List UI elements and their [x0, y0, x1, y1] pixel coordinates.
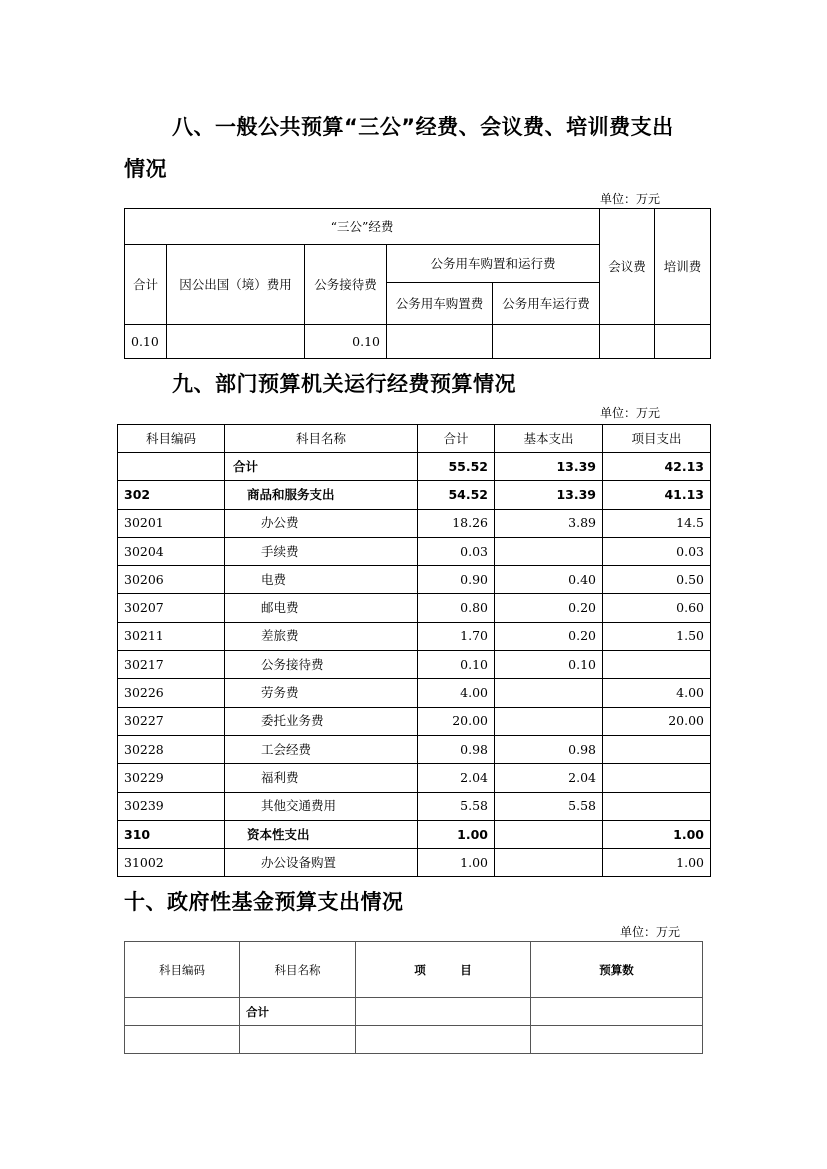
header-name: 科目名称	[225, 425, 418, 453]
row-name: 劳务费	[225, 679, 418, 707]
gov-fund-table	[124, 941, 703, 1054]
fund-row-name: 合计	[240, 998, 356, 1026]
row-basic: 0.10	[495, 651, 603, 679]
row-total: 4.00	[418, 679, 495, 707]
row-total: 0.10	[418, 651, 495, 679]
row-code: 30207	[118, 594, 225, 622]
section8-title-line1: 八、一般公共预算“三公”经费、会议费、培训费支出	[172, 115, 674, 139]
table-row	[118, 453, 711, 481]
row-total: 54.52	[418, 481, 495, 509]
row-project: 1.50	[603, 622, 711, 650]
fund-row-code	[125, 998, 240, 1026]
table-row	[118, 481, 711, 509]
row-basic	[495, 679, 603, 707]
row-name: 办公设备购置	[225, 849, 418, 877]
row-basic: 0.20	[495, 622, 603, 650]
row-name: 手续费	[225, 537, 418, 565]
row-total: 0.90	[418, 566, 495, 594]
row-code: 30206	[118, 566, 225, 594]
vehicle-operation-header: 公务用车运行费	[493, 283, 600, 325]
section10-title: 十、政府性基金预算支出情况	[124, 890, 404, 914]
table-row	[118, 679, 711, 707]
row-code: 30239	[118, 792, 225, 820]
row-total: 2.04	[418, 764, 495, 792]
header-project: 项目支出	[603, 425, 711, 453]
abroad-value	[167, 325, 305, 359]
row-basic: 13.39	[495, 481, 603, 509]
row-basic: 13.39	[495, 453, 603, 481]
fund-row-item	[356, 998, 531, 1026]
row-code: 30211	[118, 622, 225, 650]
meeting-header: 会议费	[600, 209, 655, 325]
table-row	[118, 820, 711, 848]
row-code: 30227	[118, 707, 225, 735]
row-basic: 0.20	[495, 594, 603, 622]
row-code	[118, 453, 225, 481]
row-name: 差旅费	[225, 622, 418, 650]
fund-row-name	[240, 1026, 356, 1054]
row-total: 0.98	[418, 735, 495, 763]
table-row	[118, 651, 711, 679]
row-total: 0.03	[418, 537, 495, 565]
table-row	[118, 594, 711, 622]
row-basic	[495, 707, 603, 735]
fund-row-item	[356, 1026, 531, 1054]
row-name: 合计	[225, 453, 418, 481]
fund-header-amount: 预算数	[531, 942, 703, 998]
row-project: 42.13	[603, 453, 711, 481]
row-total: 0.80	[418, 594, 495, 622]
reception-header: 公务接待费	[305, 245, 387, 325]
row-name: 电费	[225, 566, 418, 594]
row-code: 30229	[118, 764, 225, 792]
row-total: 55.52	[418, 453, 495, 481]
row-name: 其他交通费用	[225, 792, 418, 820]
section9-title: 九、部门预算机关运行经费预算情况	[172, 372, 516, 396]
row-name: 办公费	[225, 509, 418, 537]
row-project	[603, 651, 711, 679]
fund-header-item: 项 目	[356, 942, 531, 998]
table-row	[118, 764, 711, 792]
row-project: 0.60	[603, 594, 711, 622]
vehicle-operation-value	[493, 325, 600, 359]
meeting-value	[600, 325, 655, 359]
row-total: 5.58	[418, 792, 495, 820]
row-project: 41.13	[603, 481, 711, 509]
table-row	[125, 998, 703, 1026]
reception-value: 0.10	[305, 325, 387, 359]
operating-expense-table	[117, 424, 711, 877]
fund-row-code	[125, 1026, 240, 1054]
row-project: 4.00	[603, 679, 711, 707]
row-total: 1.00	[418, 849, 495, 877]
row-total: 18.26	[418, 509, 495, 537]
row-code: 30201	[118, 509, 225, 537]
vehicle-header: 公务用车购置和运行费	[387, 245, 600, 283]
row-code: 30228	[118, 735, 225, 763]
header-basic: 基本支出	[495, 425, 603, 453]
section9-unit: 单位：万元	[600, 406, 661, 420]
sangong-header: “三公”经费	[125, 209, 600, 245]
table-row	[118, 849, 711, 877]
table-row	[118, 707, 711, 735]
fund-header-code: 科目编码	[125, 942, 240, 998]
row-name: 商品和服务支出	[225, 481, 418, 509]
section8-unit: 单位：万元	[600, 192, 661, 206]
row-project: 1.00	[603, 849, 711, 877]
row-code: 302	[118, 481, 225, 509]
row-code: 310	[118, 820, 225, 848]
row-total: 1.70	[418, 622, 495, 650]
training-value	[655, 325, 711, 359]
row-basic: 0.98	[495, 735, 603, 763]
table-row	[118, 537, 711, 565]
row-project	[603, 735, 711, 763]
row-basic	[495, 849, 603, 877]
row-basic	[495, 820, 603, 848]
row-basic	[495, 537, 603, 565]
table-header-row	[118, 425, 711, 453]
vehicle-purchase-value	[387, 325, 493, 359]
table-row	[118, 735, 711, 763]
row-project	[603, 792, 711, 820]
total-header: 合计	[125, 245, 167, 325]
row-code: 30204	[118, 537, 225, 565]
row-code: 30226	[118, 679, 225, 707]
abroad-header: 因公出国（境）费用	[167, 245, 305, 325]
row-project: 0.03	[603, 537, 711, 565]
row-name: 公务接待费	[225, 651, 418, 679]
row-name: 工会经费	[225, 735, 418, 763]
row-project: 14.5	[603, 509, 711, 537]
header-code: 科目编码	[118, 425, 225, 453]
row-project: 1.00	[603, 820, 711, 848]
table-row	[118, 792, 711, 820]
row-code: 30217	[118, 651, 225, 679]
row-project	[603, 764, 711, 792]
header-total: 合计	[418, 425, 495, 453]
row-name: 福利费	[225, 764, 418, 792]
row-code: 31002	[118, 849, 225, 877]
section8-title-line2: 情况	[124, 157, 167, 181]
table-row	[118, 566, 711, 594]
vehicle-purchase-header: 公务用车购置费	[387, 283, 493, 325]
row-basic: 0.40	[495, 566, 603, 594]
fund-row-amount	[531, 998, 703, 1026]
row-basic: 3.89	[495, 509, 603, 537]
total-value: 0.10	[125, 325, 167, 359]
table-row	[118, 509, 711, 537]
row-basic: 5.58	[495, 792, 603, 820]
fund-header-name: 科目名称	[240, 942, 356, 998]
table-row	[125, 1026, 703, 1054]
row-name: 委托业务费	[225, 707, 418, 735]
row-basic: 2.04	[495, 764, 603, 792]
sangong-table	[124, 208, 711, 359]
fund-row-amount	[531, 1026, 703, 1054]
table-row	[118, 622, 711, 650]
row-total: 1.00	[418, 820, 495, 848]
training-header: 培训费	[655, 209, 711, 325]
row-project: 0.50	[603, 566, 711, 594]
row-name: 邮电费	[225, 594, 418, 622]
row-total: 20.00	[418, 707, 495, 735]
row-project: 20.00	[603, 707, 711, 735]
row-name: 资本性支出	[225, 820, 418, 848]
section10-unit: 单位：万元	[620, 925, 681, 939]
